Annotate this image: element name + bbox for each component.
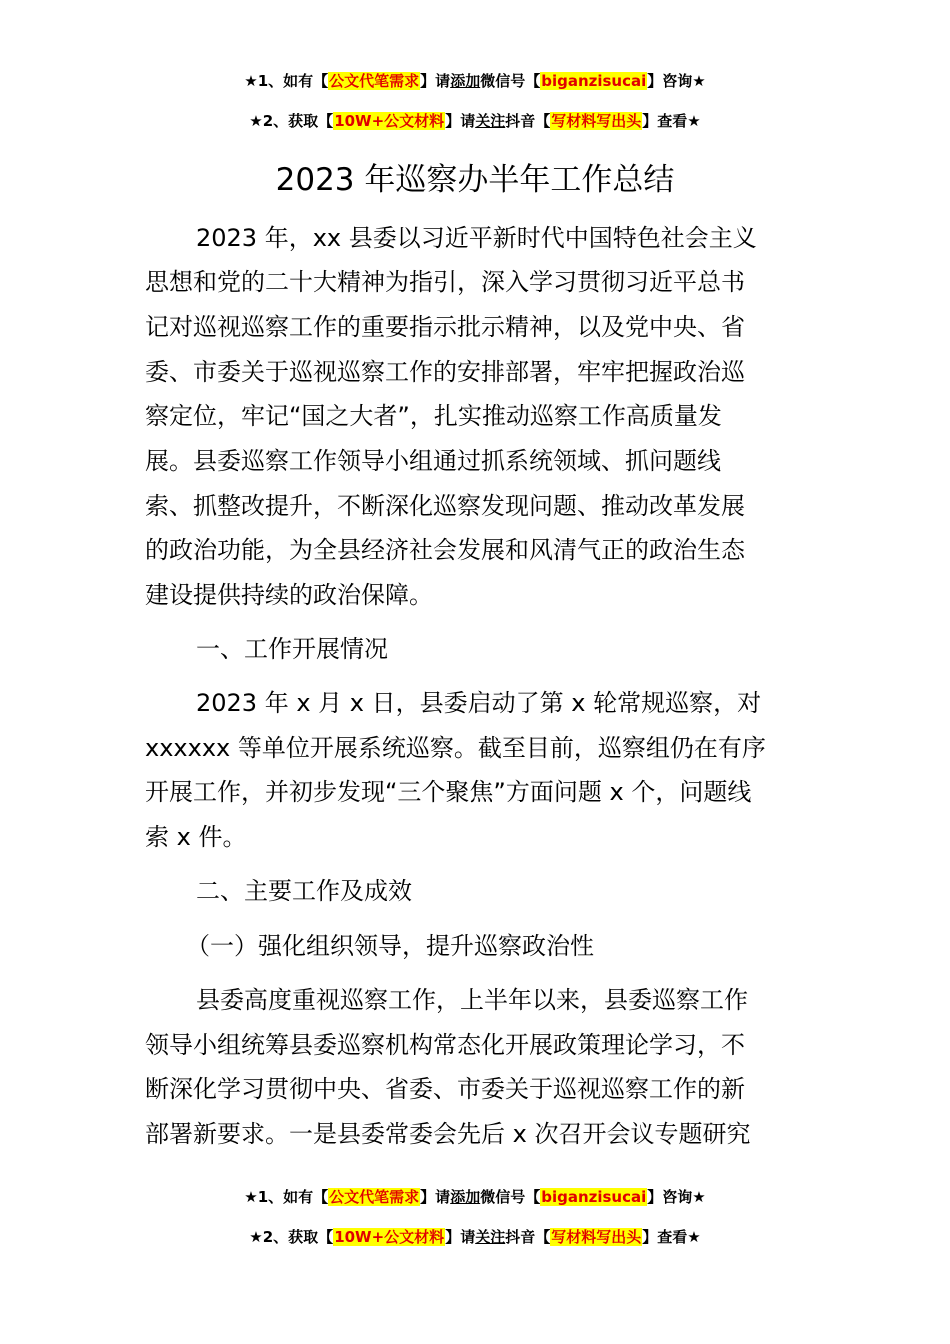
banner-highlight: 10W+公文材料: [334, 1228, 445, 1246]
header-banner-line-1: [0, 70, 950, 92]
banner-text: 微信号【: [480, 1188, 541, 1206]
body-line: 县委高度重视巡察工作，上半年以来，县委巡察工作: [196, 986, 748, 1014]
banner-prefix: ★1、如有【: [244, 1188, 329, 1206]
banner-highlight: 公文代笔需求: [329, 1188, 420, 1206]
section-heading-2: 二、主要工作及成效: [196, 877, 412, 905]
body-line: xxxxxx 等单位开展系统巡察。截至目前，巡察组仍在有序: [145, 734, 766, 762]
section-heading-1: 一、工作开展情况: [196, 635, 388, 663]
banner-wechat-id: biganzisucai: [541, 72, 647, 90]
body-line: 索 x 件。: [145, 823, 247, 851]
body-line: 的政治功能，为全县经济社会发展和风清气正的政治生态: [145, 536, 745, 564]
banner-prefix: ★2、获取【: [249, 1228, 334, 1246]
footer-banner-line-2: [0, 1226, 950, 1248]
banner-wechat-id: biganzisucai: [541, 1188, 647, 1206]
banner-suffix: 】查看★: [642, 1228, 701, 1246]
banner-douyin-id: 写材料写出头: [551, 112, 642, 130]
body-line: 思想和党的二十大精神为指引，深入学习贯彻习近平总书: [145, 268, 745, 296]
body-line: 断深化学习贯彻中央、省委、市委关于巡视巡察工作的新: [145, 1075, 745, 1103]
body-line: 2023 年 x 月 x 日，县委启动了第 x 轮常规巡察，对: [196, 689, 762, 717]
header-banner-line-2: [0, 110, 950, 132]
body-line: 建设提供持续的政治保障。: [145, 581, 433, 609]
body-line: 记对巡视巡察工作的重要指示批示精神，以及党中央、省: [145, 313, 745, 341]
banner-text: 抖音【: [505, 1228, 551, 1246]
body-line: 2023 年，xx 县委以习近平新时代中国特色社会主义: [196, 224, 757, 252]
banner-text: 】请: [445, 1228, 476, 1246]
body-line: 委、市委关于巡视巡察工作的安排部署，牢牢把握政治巡: [145, 358, 745, 386]
subsection-heading-1: （一）强化组织领导，提升巡察政治性: [186, 932, 594, 960]
banner-emphasis: 关注: [475, 1228, 506, 1246]
banner-highlight: 公文代笔需求: [329, 72, 420, 90]
banner-suffix: 】咨询★: [647, 1188, 706, 1206]
body-line: 领导小组统筹县委巡察机构常态化开展政策理论学习，不: [145, 1031, 745, 1059]
footer-banner-line-1: [0, 1186, 950, 1208]
banner-emphasis: 关注: [475, 112, 506, 130]
banner-prefix: ★1、如有【: [244, 72, 329, 90]
document-title: 2023 年巡察办半年工作总结: [275, 162, 675, 198]
banner-highlight: 10W+公文材料: [334, 112, 445, 130]
banner-text: 抖音【: [505, 112, 551, 130]
banner-emphasis: 添加: [450, 1188, 481, 1206]
banner-douyin-id: 写材料写出头: [551, 1228, 642, 1246]
body-line: 开展工作，并初步发现“三个聚焦”方面问题 x 个，问题线: [145, 778, 752, 806]
banner-suffix: 】咨询★: [647, 72, 706, 90]
body-line: 察定位，牢记“国之大者”，扎实推动巡察工作高质量发: [145, 402, 722, 430]
body-line: 部署新要求。一是县委常委会先后 x 次召开会议专题研究: [145, 1120, 751, 1148]
banner-emphasis: 添加: [450, 72, 481, 90]
banner-text: 微信号【: [480, 72, 541, 90]
body-line: 展。县委巡察工作领导小组通过抓系统领域、抓问题线: [145, 447, 721, 475]
banner-prefix: ★2、获取【: [249, 112, 334, 130]
banner-text: 】请: [445, 112, 476, 130]
banner-text: 】请: [420, 72, 451, 90]
body-line: 索、抓整改提升，不断深化巡察发现问题、推动改革发展: [145, 492, 745, 520]
banner-suffix: 】查看★: [642, 112, 701, 130]
banner-text: 】请: [420, 1188, 451, 1206]
